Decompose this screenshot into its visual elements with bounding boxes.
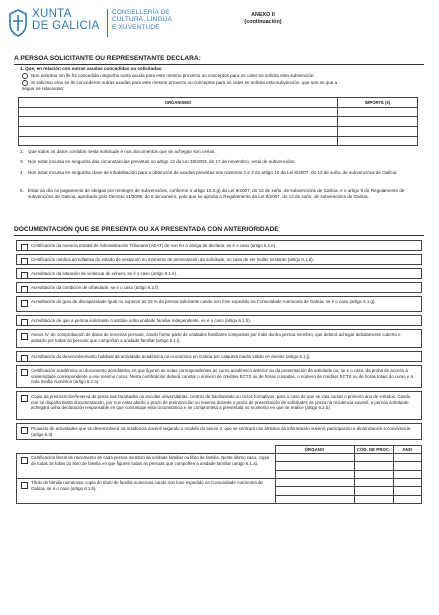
- aid-option-yes-cont: seguir se relacionan:: [22, 86, 65, 91]
- doc-text: Acreditación do grao de discapacidade igual ou superior ao 33 % da persoa solicitante cando non fose expedido na Comunidade Autónoma de Galicia, se é o caso (artigo 6.1.g).: [31, 299, 376, 304]
- doc-text: Certificación literal de nacemento de cada persoa membro da unidade familiar ou libro de familia. Neste último caso, copia de todas as follas do libro de familia en que figuren todas as persoas que compoñen a unidade familiar (artigo 6.1.a).: [31, 455, 269, 466]
- organo-cell[interactable]: [275, 470, 354, 478]
- ano-cell[interactable]: [393, 487, 422, 495]
- doc-text: Certificación médica acreditativa do estado de xestación no momento de presentación da solicitude, no caso de ser muller xestante (artigo 6.1.d).: [31, 257, 314, 262]
- brand-name: [32, 8, 100, 32]
- annex-subtitle: (continuación): [244, 19, 282, 25]
- doc-row[interactable]: [16, 351, 422, 362]
- doc-checkbox[interactable]: [21, 355, 28, 362]
- declaration-item-5: [20, 188, 423, 200]
- document-header: [8, 6, 431, 46]
- doc-text: Certificación da Axencia Estatal de Administración Tributaria (AEAT) de non ter a obriga de declarar, se é o caso (artigo 6.1.e).: [31, 243, 277, 248]
- cod-proc-cell[interactable]: [354, 454, 393, 462]
- cod-proc-cell[interactable]: [354, 462, 393, 470]
- annex-title: ANEXO II: [251, 12, 275, 18]
- doc-checkbox[interactable]: [21, 457, 28, 464]
- doc-row[interactable]: [16, 268, 422, 279]
- doc-text: Acreditación da condición de orfandade, se é o caso (artigo 6.1.f).: [31, 285, 160, 290]
- doc-checkbox[interactable]: [21, 272, 28, 279]
- organismo-cell[interactable]: [19, 127, 338, 137]
- doc-checkbox[interactable]: [21, 427, 28, 434]
- organo-cell[interactable]: [275, 479, 354, 487]
- doc-checkbox[interactable]: [21, 333, 28, 340]
- declaration-item-3: [20, 159, 423, 165]
- section-declaration-title: A PERSOA SOLICITANTE OU REPRESENTANTE DECLARA:: [14, 55, 201, 62]
- doc-text: Certificación académica ou documento acreditativo en que figuren as notas correspondentes ao curso académico anterior ao da presentación da solicitude ou, se é o caso, da proba de acceso á universidade correspondente a ese mesmo curso. Nesta certificación deberá constar o número de créditos ECTS ou de horas cursadas, o número de créditos ECTS ou de horas totais do curso e a nota media numérica (artigo 6.2.a).: [31, 368, 413, 385]
- xunta-logo-icon: [8, 9, 28, 37]
- aid-option-none[interactable]: [22, 73, 422, 79]
- doc-row[interactable]: [16, 282, 422, 293]
- ano-cell[interactable]: [393, 470, 422, 478]
- item-number: 4.: [20, 170, 24, 175]
- doc-text: Acreditación de que a persoa solicitante constitúe unha unidade familiar independente, se é o caso (artigo 6.1.h).: [31, 318, 251, 323]
- declaration-item-2: [20, 149, 423, 155]
- ano-cell[interactable]: [393, 495, 422, 503]
- cod-proc-cell[interactable]: [354, 487, 393, 495]
- item-number: 2.: [20, 149, 24, 154]
- dept-line-2: CULTURA, LINGUA: [112, 16, 173, 24]
- doc-checkbox[interactable]: [21, 395, 28, 402]
- blank-header: [17, 446, 276, 454]
- importe-cell[interactable]: [338, 107, 418, 117]
- radio-none-icon[interactable]: [22, 73, 28, 79]
- col-importe: IMPORTE (€): [338, 98, 418, 108]
- doc-checkbox[interactable]: [21, 300, 28, 307]
- importe-cell[interactable]: [338, 127, 418, 137]
- doc-text: Acreditación da situación de violencia de xénero, se é o caso (artigo 6.1.e).: [31, 271, 178, 276]
- doc-checkbox[interactable]: [21, 369, 28, 376]
- doc-row[interactable]: [16, 423, 422, 440]
- brand-line-1: XUNTA: [32, 8, 72, 20]
- organo-cell[interactable]: [275, 495, 354, 503]
- organo-cell[interactable]: [275, 487, 354, 495]
- doc-text: Acreditación do desenvolvemento habitual da actividade académica ou económica en Galicia por calquera medio válido en dereito (artigo 6.1.j).: [31, 354, 311, 359]
- dept-line-1: CONSELLERÍA DE: [112, 9, 170, 16]
- doc-row[interactable]: [16, 391, 422, 420]
- organo-cell[interactable]: [275, 454, 354, 462]
- item-number: 5.: [20, 188, 24, 193]
- item-text: Non estar incursa en ningunha das circunstancias previstas no artigo 13 da Lei 38/2003, do 17 de novembro, xeral de subvencións.: [28, 159, 296, 164]
- ano-cell[interactable]: [393, 454, 422, 462]
- section-rule: [14, 64, 424, 65]
- doc-checkbox[interactable]: [21, 258, 28, 265]
- dept-line-3: E XUVENTUDE: [112, 23, 160, 31]
- doc-row[interactable]: [16, 254, 422, 265]
- aid-option-yes[interactable]: [22, 80, 422, 86]
- cod-proc-cell[interactable]: [354, 479, 393, 487]
- doc-text: Anexo IV, de comprobación de datos de terceiras persoas, cando forme parte de unidades familiares compostas por máis dunha persoa membro, que deberá achegar debidamente cuberto e asinado por todas as persoas que compoñan a unidade familiar (artigo 6.1.i).: [31, 332, 401, 343]
- item-text: Non estar incursa en ningunha clase de inhabilitación para a obtención de axudas previstas nos números 2 e 3 do artigo 10 da Lei 9/2007, do 13 de xuño, de subvencións de Galicia.: [28, 170, 398, 175]
- doc-row[interactable]: [16, 315, 422, 326]
- col-ano: ANO: [393, 446, 422, 454]
- importe-cell[interactable]: [338, 136, 418, 146]
- previous-docs-table: [16, 445, 422, 504]
- aid-option-yes-label: Si solicitou e/ou se lle concederon outras axudas para este mesmo proxecto ou conceptos para os cales se solicita esta subvención, que son as que a: [31, 80, 338, 86]
- ano-cell[interactable]: [393, 462, 422, 470]
- organismo-cell[interactable]: [19, 117, 338, 127]
- organismo-cell[interactable]: [19, 107, 338, 117]
- item-text: Estar ao día no pagamento de obrigas por reintegro de subvencións, conforme o artigo 10.2.g) da Lei 9/2007, do 13 de xuño, de subvencións de Galicia, e o artigo 9 do Regulamento de subvencións de Galicia, aprobado polo Decreto 11/2009, do 8 de xaneiro, polo que se aproba o Regulamento da Lei 9/2007, do 13 de xuño, de subvencións de Galicia.: [28, 188, 405, 199]
- importe-cell[interactable]: [338, 117, 418, 127]
- col-organismo: ORGANISMO: [19, 98, 338, 108]
- doc-text: Título de familia numerosa: copia do título de familia numerosa cando non fose expedido na Comunidade Autónoma de Galicia, se é o caso (artigo 6.1.b).: [31, 480, 263, 491]
- department-name: [112, 9, 172, 31]
- doc-checkbox[interactable]: [21, 319, 28, 326]
- aid-table: [18, 97, 418, 146]
- section-documentation-title: DOCUMENTACIÓN QUE SE PRESENTA OU XA PRESENTADA CON ANTERIORIDADE: [14, 226, 279, 233]
- annex-heading: [228, 12, 298, 26]
- doc-row[interactable]: [16, 329, 422, 348]
- doc-row[interactable]: [16, 240, 422, 251]
- doc-row[interactable]: [16, 365, 422, 388]
- aid-option-none-label: Non solicitou nin lle foi concedida ningunha outra axuda para este mesmo proxecto ou conceptos para os cales se solicita esta subvención.: [31, 73, 315, 79]
- doc-row[interactable]: [16, 296, 422, 312]
- organismo-cell[interactable]: [19, 136, 338, 146]
- ano-cell[interactable]: [393, 479, 422, 487]
- doc-row[interactable]: [17, 479, 276, 504]
- brand-line-2: DE GALICIA: [32, 20, 100, 32]
- brand-divider: [107, 9, 108, 37]
- doc-checkbox[interactable]: [21, 244, 28, 251]
- declaration-item-1: 1. Que, en relación con outras axudas concedidas ou solicitadas:: [20, 66, 163, 71]
- cod-proc-cell[interactable]: [354, 495, 393, 503]
- doc-text: Proxecto de actividades que se desenvolverá na residencia xuvenil segundo o modelo do anexo V, que se centrará nos ámbitos da información xuvenil, participación e dinamización e convivencia (artigo 6.3).: [31, 426, 411, 437]
- item-number: 3.: [20, 159, 24, 164]
- section-rule: [14, 235, 424, 236]
- doc-text: Copia da preinscrición/reserva de praza nas facultades ou escolas universitarias, centros de bacharelato ou ciclos formativos, para o caso de que se vaia cursar o primeiro ano de estudos. Cando non se dispoña desta documentación, por non estar aberto o prazo de preinscrición ou reserva durante o prazo de presentación de solicitudes de praza na residencia xuvenil, a persoa solicitante achegará unha declaración responsable en que comunique esta circunstancia e se comprometa a presentala no momento en que se realice (artigo 6.2.b).: [31, 394, 411, 411]
- col-cod-proc: CÓD. DE PROC.: [354, 446, 393, 454]
- col-organo: ÓRGANO: [275, 446, 354, 454]
- doc-row[interactable]: [17, 454, 276, 479]
- doc-checkbox[interactable]: [21, 482, 28, 489]
- declaration-item-4: [20, 170, 423, 176]
- item-text: Que todos os datos contidos nesta solicitude e nos documentos que se achegan son certos.: [28, 149, 216, 154]
- organo-cell[interactable]: [275, 462, 354, 470]
- doc-checkbox[interactable]: [21, 286, 28, 293]
- cod-proc-cell[interactable]: [354, 470, 393, 478]
